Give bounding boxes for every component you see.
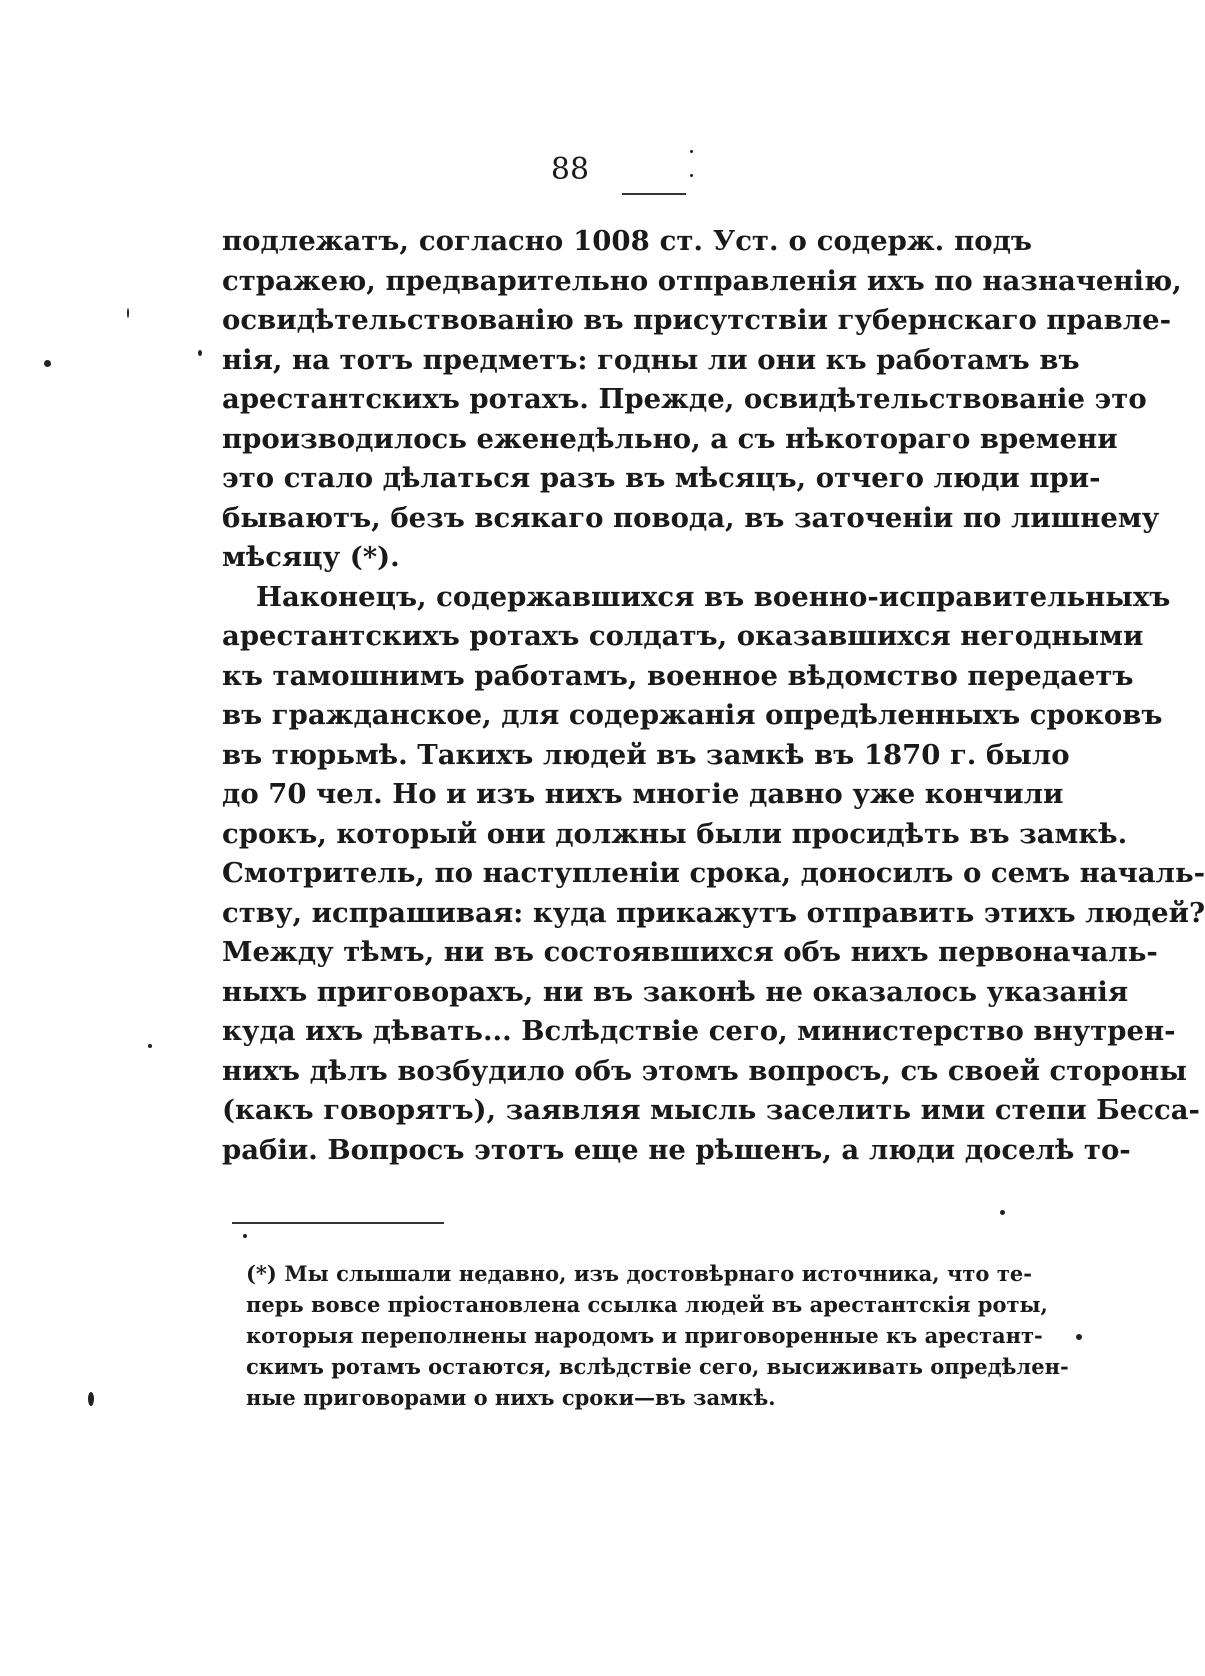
- text-line: стражею, предварительно отправленія ихъ по назначенію,: [222, 264, 1182, 297]
- text-line: нихъ дѣлъ возбудило объ этомъ вопросъ, съ своей стороны: [222, 1054, 1187, 1087]
- text-line: срокъ, который они должны были просидѣть въ замкѣ.: [222, 817, 1128, 850]
- text-line: (какъ говорятъ), заявляя мысль заселить ими степи Бесса-: [222, 1094, 1200, 1126]
- footnote: [246, 1258, 1069, 1413]
- page-number-text: 88: [550, 152, 590, 187]
- text-line: рабіи. Вопросъ этотъ еще не рѣшенъ, а люди доселѣ то-: [222, 1133, 1131, 1166]
- scan-speck: [127, 308, 129, 318]
- text-line: къ тамошнимъ работамъ, военное вѣдомство передаетъ: [222, 659, 1134, 692]
- footnote-rule: [232, 1222, 444, 1224]
- text-line: куда ихъ дѣвать... Вслѣдствіе сего, министерство внутрен-: [222, 1015, 1176, 1047]
- scan-speck: [1000, 1210, 1005, 1215]
- text-line: арестантскихъ ротахъ. Прежде, освидѣтельствованіе это: [222, 383, 1147, 415]
- scan-speck: [690, 150, 693, 153]
- text-line: освидѣтельствованію въ присутствіи губернскаго правле-: [222, 304, 1172, 336]
- scan-speck: [198, 350, 202, 356]
- text-line: ныхъ приговорахъ, ни въ законѣ не оказалось указанія: [222, 975, 1129, 1008]
- footnote-line: ные приговорами о нихъ сроки—въ замкѣ.: [246, 1385, 776, 1410]
- scan-speck: [690, 174, 693, 177]
- footnote-line: которыя переполнены народомъ и приговоренные къ арестант-: [246, 1323, 1043, 1348]
- text-line: до 70 чел. Но и изъ нихъ многіе давно уже кончили: [222, 778, 1064, 810]
- text-line: это стало дѣлаться разъ въ мѣсяцъ, отчего люди при-: [222, 462, 1101, 494]
- text-line: Между тѣмъ, ни въ состоявшихся объ нихъ первоначаль-: [222, 936, 1158, 968]
- scan-speck: [88, 1392, 94, 1406]
- footnote-line: скимъ ротамъ остаются, вслѣдствіе сего, высиживать опредѣлен-: [246, 1354, 1069, 1379]
- text-line: ству, испрашивая: куда прикажутъ отправить этихъ людей?: [222, 896, 1205, 929]
- footnote-line: (*) Мы слышали недавно, изъ достовѣрнаго источника, что те-: [246, 1261, 1032, 1286]
- text-line: арестантскихъ ротахъ солдатъ, оказавшихся негодными: [222, 620, 1144, 652]
- page-number: [0, 152, 1140, 188]
- header-rule: [622, 193, 686, 195]
- text-line: Наконецъ, содержавшихся въ военно-исправительныхъ: [256, 580, 1171, 613]
- scan-speck: [1076, 1334, 1082, 1340]
- text-line: мѣсяцу (*).: [222, 541, 400, 573]
- paragraph: [222, 222, 1182, 578]
- text-line: въ тюрьмѣ. Такихъ людей въ замкѣ въ 1870 г. было: [222, 738, 1070, 771]
- scan-speck: [243, 1234, 247, 1238]
- scan-speck: [44, 360, 51, 367]
- scan-speck: [148, 1044, 152, 1048]
- text-line: Смотритель, по наступленіи срока, доносилъ о семъ началь-: [222, 857, 1205, 889]
- text-line: производилось еженедѣльно, а съ нѣкотораго времени: [222, 422, 1118, 455]
- text-line: бываютъ, безъ всякаго повода, въ заточеніи по лишнему: [222, 501, 1160, 534]
- body-text: [222, 222, 1205, 1170]
- text-line: подлежатъ, согласно 1008 ст. Уст. о содерж. подъ: [222, 225, 1032, 257]
- text-line: въ гражданское, для содержанія опредѣленныхъ сроковъ: [222, 699, 1163, 731]
- paragraph: [222, 578, 1205, 1171]
- footnote-line: перь вовсе пріостановлена ссылка людей въ арестантскія роты,: [246, 1292, 1048, 1317]
- text-line: нія, на тотъ предметъ: годны ли они къ работамъ въ: [222, 343, 1080, 376]
